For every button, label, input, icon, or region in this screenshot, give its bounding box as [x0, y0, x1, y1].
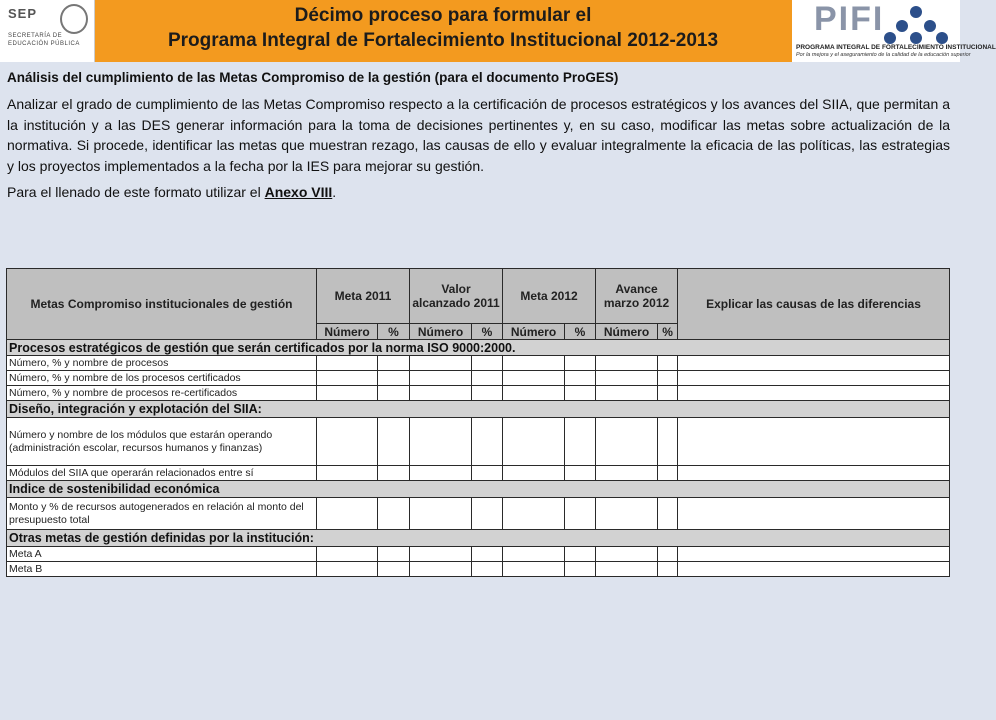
col-meta-2012-header: Meta 2012 [503, 269, 596, 324]
row-label: Módulos del SIIA que operarán relacionados entre sí [7, 466, 317, 481]
sub-numero-header: Número [596, 324, 658, 340]
instructions-paragraph: Analizar el grado de cumplimiento de las Metas Compromiso respecto a la certificación de procesos estratégicos y los avances del SIIA, que permitan a la institución y a las DES generar información para la toma de decisiones pertinentes y, en su caso, modificar las metas sobre actualización de la normativa. Si procede, identificar las metas que muestran rezago, las causas de ello y evaluar integralmente la eficacia de las políticas, las estrategias y los proyectos implementados a la fecha por la IES para mejorar su gestión. [7, 96, 950, 174]
sub-numero-header: Número [503, 324, 565, 340]
table-cell[interactable] [378, 418, 410, 466]
table-cell[interactable] [565, 418, 596, 466]
table-cell[interactable] [658, 547, 678, 562]
sub-pct-header: % [658, 324, 678, 340]
sep-logo-text: SEP [8, 6, 38, 21]
section-row [7, 340, 950, 356]
pifi-caption: PROGRAMA INTEGRAL DE FORTALECIMIENTO INSTITUCIONAL [796, 44, 996, 51]
table-row [7, 371, 950, 386]
table-cell[interactable] [378, 547, 410, 562]
section-other-goals-label: Otras metas de gestión definidas por la institución: [7, 530, 950, 547]
table-cell[interactable] [503, 418, 565, 466]
row-label: Número, % y nombre de procesos re-certificados [7, 386, 317, 401]
table-cell[interactable] [565, 386, 596, 401]
table-cell[interactable] [317, 547, 378, 562]
page-title [96, 4, 790, 54]
national-emblem-icon [60, 4, 88, 34]
table-cell[interactable] [317, 562, 378, 577]
pifi-tagline: Por la mejora y el aseguramiento de la calidad de la educación superior [796, 52, 971, 58]
table-cell[interactable] [410, 562, 472, 577]
table-cell[interactable] [658, 498, 678, 530]
table-cell[interactable] [503, 386, 565, 401]
section-subtitle: Análisis del cumplimiento de las Metas Compromiso de la gestión (para el documento ProGES) [7, 70, 619, 85]
table-row [7, 562, 950, 577]
table-cell[interactable] [410, 386, 472, 401]
table-cell[interactable] [658, 356, 678, 371]
row-label: Número, % y nombre de procesos [7, 356, 317, 371]
table-cell[interactable] [317, 371, 378, 386]
table-cell[interactable] [658, 466, 678, 481]
table-cell[interactable] [678, 562, 950, 577]
row-label: Meta A [7, 547, 317, 562]
table-cell[interactable] [678, 466, 950, 481]
row-label: Número y nombre de los módulos que estarán operando (administración escolar, recursos humanos y finanzas) [7, 418, 317, 466]
table-cell[interactable] [503, 371, 565, 386]
annex-instruction-prefix: Para el llenado de este formato utilizar el [7, 184, 265, 200]
table-cell[interactable] [503, 466, 565, 481]
table-cell[interactable] [472, 466, 503, 481]
title-line-1: Décimo proceso para formular el [294, 5, 592, 26]
table-cell[interactable] [472, 562, 503, 577]
pifi-ball-icon [924, 20, 936, 32]
table-cell[interactable] [378, 466, 410, 481]
section-row [7, 530, 950, 547]
pifi-ball-icon [910, 32, 922, 44]
sub-pct-header: % [472, 324, 503, 340]
col-goals-header: Metas Compromiso institucionales de gestión [7, 269, 317, 340]
table-row [7, 466, 950, 481]
table-cell[interactable] [565, 547, 596, 562]
table-cell[interactable] [472, 371, 503, 386]
row-label: Meta B [7, 562, 317, 577]
table-cell[interactable] [378, 356, 410, 371]
table-cell[interactable] [596, 418, 658, 466]
annex-link[interactable]: Anexo VIII [264, 184, 333, 200]
table-cell[interactable] [596, 562, 658, 577]
sep-logo-subtitle: SECRETARÍA DE EDUCACIÓN PÚBLICA [8, 33, 80, 47]
table-cell[interactable] [596, 498, 658, 530]
pifi-ball-icon [896, 20, 908, 32]
col-valor-2011-header: Valor alcanzado 2011 [410, 269, 503, 324]
table-row [7, 498, 950, 530]
table-cell[interactable] [317, 386, 378, 401]
table-row [7, 418, 950, 466]
table-cell[interactable] [678, 371, 950, 386]
table-cell[interactable] [565, 466, 596, 481]
table-cell[interactable] [378, 498, 410, 530]
sub-numero-header: Número [317, 324, 378, 340]
sub-numero-header: Número [410, 324, 472, 340]
sub-pct-header: % [378, 324, 410, 340]
col-explicar-header: Explicar las causas de las diferencias [678, 269, 950, 340]
table-cell[interactable] [503, 547, 565, 562]
table-cell[interactable] [658, 418, 678, 466]
table-cell[interactable] [317, 356, 378, 371]
table-cell[interactable] [410, 547, 472, 562]
table-cell[interactable] [317, 498, 378, 530]
col-avance-header: Avance marzo 2012 [596, 269, 678, 324]
pifi-logo-text: PIFI [814, 0, 885, 38]
table-cell[interactable] [503, 356, 565, 371]
table-cell[interactable] [410, 466, 472, 481]
table-cell[interactable] [410, 418, 472, 466]
table-cell[interactable] [596, 356, 658, 371]
table-cell[interactable] [678, 386, 950, 401]
table-cell[interactable] [503, 498, 565, 530]
row-label: Monto y % de recursos autogenerados en relación al monto del presupuesto total [7, 498, 317, 530]
section-sustainability-label: Indice de sostenibilidad económica [7, 481, 950, 498]
goals-table [6, 268, 950, 577]
pifi-ball-icon [884, 32, 896, 44]
col-meta-2011-header: Meta 2011 [317, 269, 410, 324]
table-cell[interactable] [596, 386, 658, 401]
table-cell[interactable] [565, 562, 596, 577]
section-iso-label: Procesos estratégicos de gestión que serán certificados por la norma ISO 9000:2000. [7, 340, 950, 356]
section-row [7, 401, 950, 418]
table-cell[interactable] [378, 371, 410, 386]
table-cell[interactable] [678, 498, 950, 530]
title-line-2: Programa Integral de Fortalecimiento Institucional 2012-2013 [167, 30, 719, 51]
annex-instruction-suffix: . [332, 184, 337, 200]
table-header-row [7, 269, 950, 324]
table-cell[interactable] [678, 547, 950, 562]
pifi-ball-icon [910, 6, 922, 18]
table-cell[interactable] [565, 371, 596, 386]
table-cell[interactable] [378, 562, 410, 577]
sep-logo [0, 0, 95, 62]
section-row [7, 481, 950, 498]
table-cell[interactable] [658, 371, 678, 386]
table-cell[interactable] [472, 547, 503, 562]
table-cell[interactable] [410, 371, 472, 386]
sub-pct-header: % [565, 324, 596, 340]
table-cell[interactable] [658, 562, 678, 577]
table-cell[interactable] [678, 418, 950, 466]
table-cell[interactable] [678, 356, 950, 371]
table-row [7, 356, 950, 371]
table-cell[interactable] [410, 356, 472, 371]
table-cell[interactable] [472, 498, 503, 530]
table-cell[interactable] [596, 371, 658, 386]
annex-instruction [7, 184, 950, 200]
pifi-ball-icon [936, 32, 948, 44]
table-cell[interactable] [317, 466, 378, 481]
table-cell[interactable] [317, 418, 378, 466]
table-cell[interactable] [565, 356, 596, 371]
section-siia-label: Diseño, integración y explotación del SIIA: [7, 401, 950, 418]
table-row [7, 386, 950, 401]
table-cell[interactable] [472, 418, 503, 466]
table-cell[interactable] [565, 498, 596, 530]
table-cell[interactable] [410, 498, 472, 530]
table-cell[interactable] [596, 466, 658, 481]
table-cell[interactable] [596, 547, 658, 562]
table-row [7, 547, 950, 562]
row-label: Número, % y nombre de los procesos certificados [7, 371, 317, 386]
table-cell[interactable] [472, 386, 503, 401]
table-cell[interactable] [378, 386, 410, 401]
main-content [7, 70, 950, 200]
table-cell[interactable] [503, 562, 565, 577]
page-header [0, 0, 996, 62]
pifi-logo [792, 0, 996, 62]
table-cell[interactable] [472, 356, 503, 371]
table-cell[interactable] [658, 386, 678, 401]
